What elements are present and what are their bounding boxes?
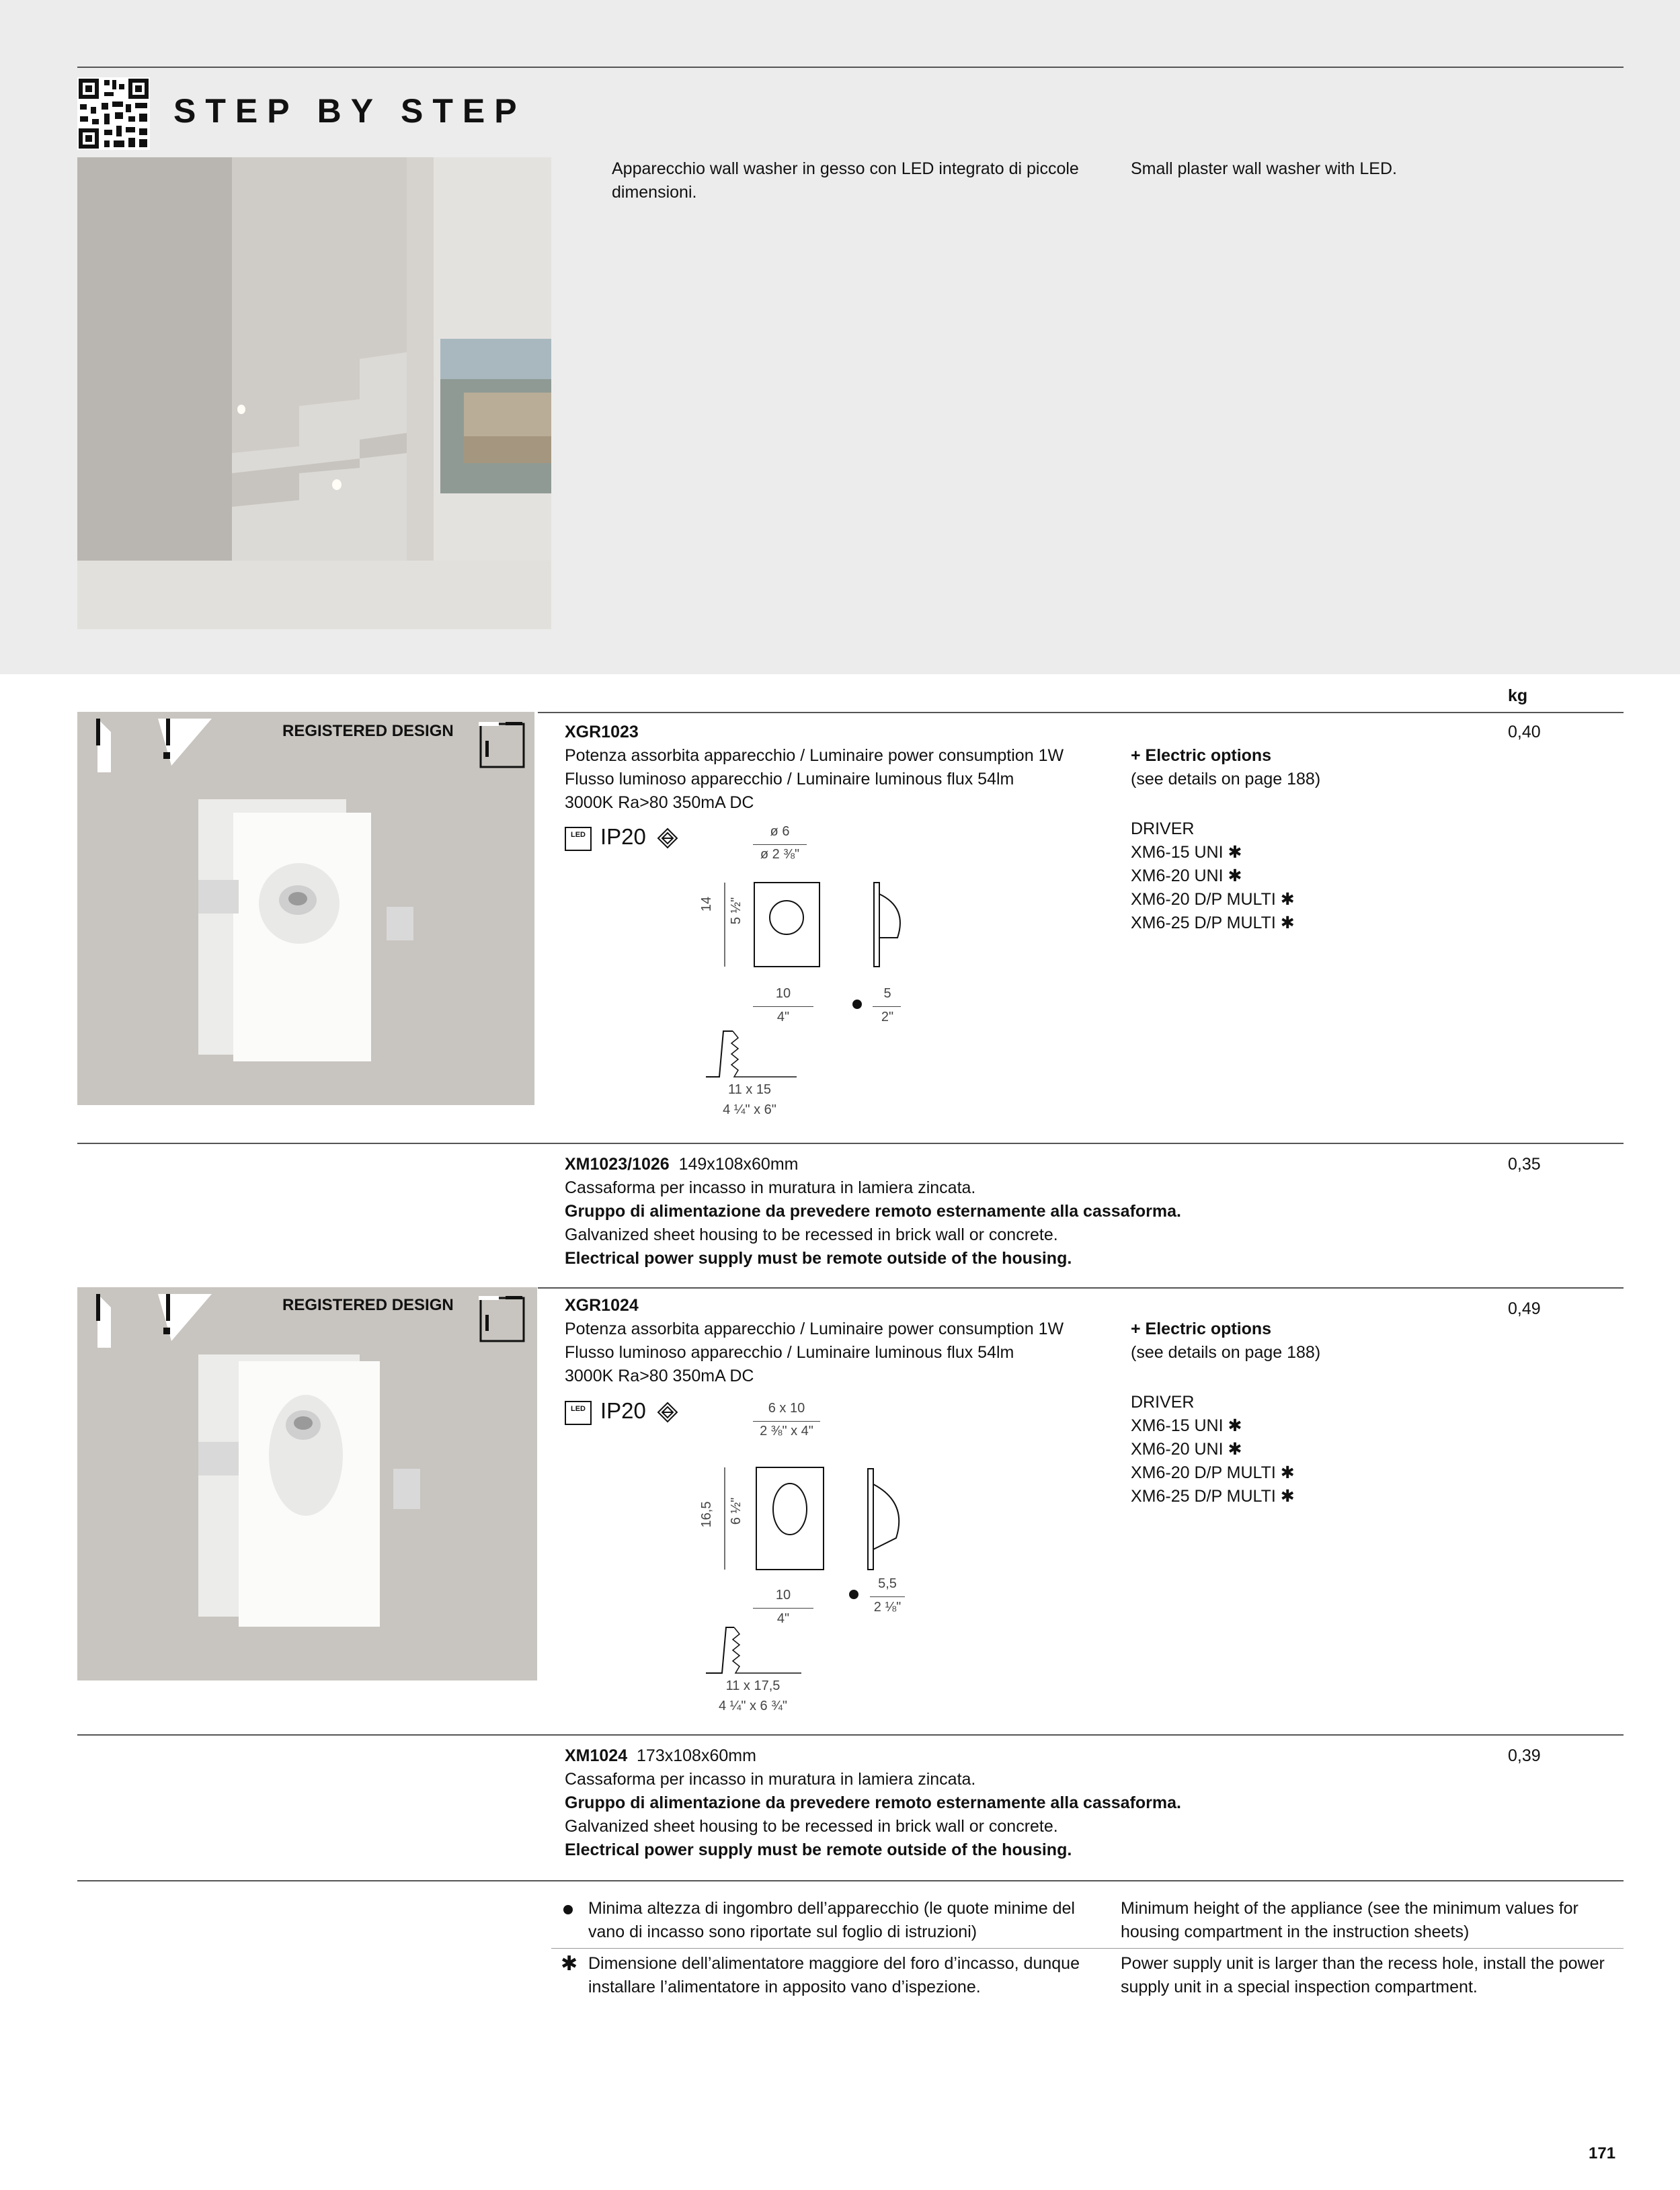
page-title: STEP BY STEP [173,92,526,130]
electric-options-title-2: + Electric options [1131,1320,1272,1338]
led-badge-icon-2: LED [565,1401,592,1425]
rule-notes [77,1880,1624,1881]
dim-width-imperial-1: 4" [776,1010,790,1024]
housing-weight-1: 0,35 [1508,1155,1541,1174]
dim-top-metric-1: ø 6 [770,824,790,839]
dim-depth-imperial-1: 2" [881,1010,894,1024]
registered-design-label-2: REGISTERED DESIGN [282,1296,454,1314]
dim-depth-imperial-2: 2 ⅛" [873,1600,902,1615]
star-icon: ✱ [1228,843,1242,862]
product-spec-1: 3000K Ra>80 350mA DC [565,793,754,812]
dim-depth-metric-2: 5,5 [878,1576,897,1591]
rule-kg [538,712,1624,713]
housing-it-bold-1: Gruppo di alimentazione da prevedere remoto esternamente alla cassaforma. [565,1202,1181,1221]
star-icon: ✱ [1228,866,1242,885]
rule-housing-1 [77,1143,1624,1144]
star-icon: ✱ [1280,1487,1295,1506]
housing-en-bold-1: Electrical power supply must be remote outside of the housing. [565,1249,1072,1268]
driver-item: XM6-20 UNI ✱ [1131,1440,1242,1459]
star-icon: ✱ [1280,890,1295,909]
registered-design-label-1: REGISTERED DESIGN [282,722,454,740]
min-height-dot-icon-2 [849,1590,858,1599]
dim-line-depth-2 [870,1596,905,1597]
driver-item: XM6-15 UNI ✱ [1131,843,1242,862]
product-power-1: Potenza assorbita apparecchio / Luminaire power consumption 1W [565,746,1064,765]
electric-options-title-1: + Electric options [1131,746,1272,765]
housing-en-bold-2: Electrical power supply must be remote outside of the housing. [565,1840,1072,1859]
dim-width-imperial-2: 4" [776,1611,790,1626]
dim-hole-imperial-1: 4 ¼" x 6" [723,1102,776,1117]
electric-options-note-1[interactable]: (see details on page 188) [1131,770,1321,788]
description-it: Apparecchio wall washer in gesso con LED integrato di piccole dimensioni. [612,159,1079,202]
rule-notes-mid [551,1948,1624,1949]
ip-rating-1: IP20 [600,824,646,849]
top-rule [77,67,1624,68]
class-symbol-icon-2 [657,1402,678,1422]
driver-label-1: DRIVER [1131,819,1195,838]
dim-line-depth-1 [873,1006,901,1007]
dim-top-imperial-1: ø 2 ⅜" [760,847,800,862]
front-view-drawing-1 [723,881,911,968]
electric-options-note-2[interactable]: (see details on page 188) [1131,1343,1321,1362]
driver-item: XM6-15 UNI ✱ [1131,1416,1242,1435]
dim-top-metric-2: 6 x 10 [768,1401,805,1416]
product-spec-2: 3000K Ra>80 350mA DC [565,1367,754,1385]
star-icon: ✱ [1228,1416,1242,1435]
dim-depth-metric-1: 5 [883,986,891,1001]
recess-hole-drawing-2 [706,1625,801,1675]
dim-top-imperial-2: 2 ⅜" x 4" [760,1424,813,1438]
product-power-2: Potenza assorbita apparecchio / Luminaire power consumption 1W [565,1320,1064,1338]
note-dot-en: Minimum height of the appliance (see the minimum values for housing compartment in the instruction sheets) [1121,1899,1578,1941]
driver-item: XM6-25 D/P MULTI ✱ [1131,1487,1295,1506]
dim-width-metric-1: 10 [775,986,791,1001]
min-height-dot-icon-1 [852,1000,862,1009]
driver-item: XM6-20 D/P MULTI ✱ [1131,890,1295,909]
note-star-it: Dimensione dell’alimentatore maggiore del foro d’incasso, dunque installare l’alimentatore in apposito vano d’ispezione. [588,1954,1080,1996]
interior-stair-photo [77,157,551,629]
ip-rating-2: IP20 [600,1398,646,1423]
housing-weight-2: 0,39 [1508,1746,1541,1765]
driver-label-2: DRIVER [1131,1393,1195,1412]
dim-line-width-2 [753,1608,813,1609]
note-star-en: Power supply unit is larger than the recess hole, install the power supply unit in a special inspection compartment. [1121,1954,1605,1996]
housing-header-2: XM1024 173x108x60mm [565,1746,756,1765]
page-number: 171 [1589,2144,1616,2162]
product-weight-1: 0,40 [1508,723,1541,741]
dim-side-imperial-2: 6 ½" [729,1497,744,1525]
product-flux-1: Flusso luminoso apparecchio / Luminaire luminous flux 54lm [565,770,1014,788]
class-symbol-icon-1 [657,828,678,848]
driver-item: XM6-25 D/P MULTI ✱ [1131,914,1295,932]
star-icon: ✱ [1280,1463,1295,1482]
bullet-star-icon: ✱ [561,1953,578,1975]
product-photo-xgr1023 [77,712,534,1105]
star-icon: ✱ [1280,914,1295,932]
housing-it-1: Cassaforma per incasso in muratura in lamiera zincata. [565,1178,976,1197]
dim-hole-metric-2: 11 x 17,5 [725,1678,781,1693]
housing-header-1: XM1023/1026 149x108x60mm [565,1155,799,1174]
dim-line-width-1 [753,1006,813,1007]
housing-it-bold-2: Gruppo di alimentazione da prevedere remoto esternamente alla cassaforma. [565,1793,1181,1812]
star-icon: ✱ [1228,1440,1242,1459]
driver-item: XM6-20 UNI ✱ [1131,866,1242,885]
dim-hole-imperial-2: 4 ¼" x 6 ¾" [718,1699,788,1713]
rule-product-2 [538,1287,1624,1289]
dim-line-2 [753,1421,820,1422]
note-dot-it: Minima altezza di ingombro dell’apparecchio (le quote minime del vano di incasso sono riportate sul foglio di istruzioni) [588,1899,1075,1941]
housing-it-2: Cassaforma per incasso in muratura in lamiera zincata. [565,1770,976,1789]
kg-header: kg [1508,686,1528,705]
dim-side-imperial-1: 5 ½" [729,897,744,925]
dim-width-metric-2: 10 [775,1588,791,1603]
dim-hole-metric-1: 11 x 15 [727,1082,772,1097]
product-code-2: XGR1024 [565,1296,639,1315]
led-badge-icon-1: LED [565,827,592,851]
housing-en-2: Galvanized sheet housing to be recessed in brick wall or concrete. [565,1817,1058,1836]
wall-washer-icon-1 [479,722,526,769]
wall-washer-icon-2 [479,1296,526,1343]
qr-code-icon[interactable] [77,77,150,150]
description-en: Small plaster wall washer with LED. [1131,159,1397,178]
driver-item: XM6-20 D/P MULTI ✱ [1131,1463,1295,1482]
recess-hole-drawing-1 [706,1028,797,1079]
dim-side-metric-2: 16,5 [699,1501,714,1528]
product-code-1: XGR1023 [565,723,639,741]
front-view-drawing-2 [723,1465,911,1573]
dim-line-1 [753,844,807,845]
rule-housing-2 [77,1734,1624,1736]
dim-side-metric-1: 14 [699,896,714,912]
housing-en-1: Galvanized sheet housing to be recessed in brick wall or concrete. [565,1225,1058,1244]
product-weight-2: 0,49 [1508,1299,1541,1318]
bullet-dot-icon [563,1905,573,1914]
product-flux-2: Flusso luminoso apparecchio / Luminaire luminous flux 54lm [565,1343,1014,1362]
product-photo-xgr1024 [77,1287,537,1680]
